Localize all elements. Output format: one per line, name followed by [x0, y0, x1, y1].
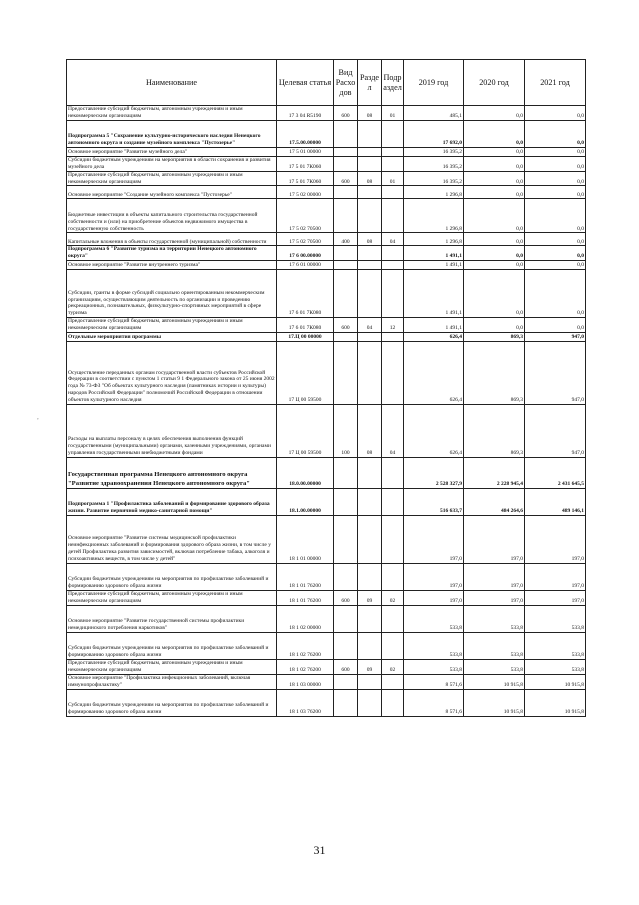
row-value-2019: 197,0 [404, 591, 464, 606]
row-value-2021: 0,0 [525, 106, 586, 121]
row-value-2019: 17 692,0 [404, 120, 464, 147]
row-value-2020: 484 264,6 [464, 489, 525, 516]
budget-table-sheet [66, 59, 585, 717]
row-value-2020: 0,0 [464, 156, 525, 171]
row-value-2021: 2 431 645,5 [525, 458, 586, 489]
row-subsection: 02 [382, 591, 404, 606]
row-expense-type [334, 199, 358, 233]
row-value-2019: 16 395,2 [404, 156, 464, 171]
row-expense-type [334, 333, 358, 342]
table-row [67, 246, 586, 261]
row-name: Субсидии бюджетным учреждениям на мероприятия по профилактике заболеваний и формированию здорового образа жизни [67, 564, 277, 591]
row-section [358, 489, 382, 516]
row-expense-type [334, 342, 358, 405]
row-target-article: 18.1.00.00000 [277, 489, 334, 516]
row-name: Расходы на выплаты персоналу в целях обеспечения выполнения функций государственными (муниципальными) органами, казенными учреждениями, органами управления государственными внебюджетными фондами [67, 405, 277, 458]
row-target-article: 17 6 01 7К080 [277, 318, 334, 333]
row-section [358, 246, 382, 261]
row-name: Предоставление субсидий бюджетным, автономным учреждениям и иным некоммерческим организациям [67, 659, 277, 674]
row-name: Бюджетные инвестиции в объекты капитального строительства государственной собственности и (или) на приобретение объектов недвижимого имущества в государственную собственность [67, 199, 277, 233]
row-value-2019: 533,8 [404, 632, 464, 659]
row-section: 04 [358, 318, 382, 333]
row-value-2020: 0,0 [464, 233, 525, 246]
row-subsection: 04 [382, 233, 404, 246]
row-subsection: 12 [382, 318, 404, 333]
row-expense-type [334, 270, 358, 318]
row-target-article: 17 5 01 7К060 [277, 156, 334, 171]
row-value-2021: 0,0 [525, 186, 586, 199]
row-section [358, 270, 382, 318]
row-section [358, 261, 382, 270]
row-target-article: 17 Ц 00 59500 [277, 342, 334, 405]
table-row [67, 233, 586, 246]
row-value-2021: 947,0 [525, 405, 586, 458]
row-subsection [382, 186, 404, 199]
row-value-2020: 10 915,8 [464, 689, 525, 716]
row-subsection [382, 120, 404, 147]
row-section [358, 156, 382, 171]
row-section [358, 120, 382, 147]
row-value-2019: 197,0 [404, 516, 464, 564]
table-row [67, 489, 586, 516]
row-subsection [382, 333, 404, 342]
row-target-article: 17.5.00.00000 [277, 120, 334, 147]
row-name: Капитальные вложения в объекты государственной (муниципальной) собственности [67, 233, 277, 246]
row-value-2019: 1 491,1 [404, 270, 464, 318]
row-target-article: 18 1 03 00000 [277, 674, 334, 689]
row-subsection [382, 246, 404, 261]
row-value-2019: 1 296,8 [404, 233, 464, 246]
row-target-article: 17 Ц 00 59500 [277, 405, 334, 458]
row-value-2020: 0,0 [464, 147, 525, 156]
table-row [67, 186, 586, 199]
row-target-article: 18 1 02 00000 [277, 605, 334, 632]
table-body [67, 106, 586, 717]
header-expense-type: Вид Расхо дов [334, 60, 358, 106]
row-expense-type [334, 489, 358, 516]
row-value-2019: 1 296,8 [404, 186, 464, 199]
row-target-article: 17 3 04 R5190 [277, 106, 334, 121]
row-name: Основное мероприятие "Создание музейного комплекса "Пустозерье" [67, 186, 277, 199]
row-expense-type [334, 516, 358, 564]
row-subsection [382, 489, 404, 516]
row-value-2021: 533,8 [525, 659, 586, 674]
row-value-2019: 197,0 [404, 564, 464, 591]
table-row [67, 605, 586, 632]
row-section [358, 516, 382, 564]
row-name: Отдельные мероприятия программы [67, 333, 277, 342]
row-value-2019: 8 571,6 [404, 674, 464, 689]
row-section [358, 564, 382, 591]
row-name: Подпрограмма 5 "Сохранение культурно-исторического наследия Ненецкого автономного округа и создание музейного комплекса "Пустозерье" [67, 120, 277, 147]
row-target-article: 17 6 00.00000 [277, 246, 334, 261]
row-value-2019: 1 491,1 [404, 246, 464, 261]
row-value-2021: 0,0 [525, 120, 586, 147]
row-value-2020: 10 915,8 [464, 674, 525, 689]
row-section: 09 [358, 591, 382, 606]
row-value-2020: 0,0 [464, 318, 525, 333]
table-row [67, 106, 586, 121]
row-expense-type: 400 [334, 233, 358, 246]
row-name: Основное мероприятие "Развитие внутреннего туризма" [67, 261, 277, 270]
row-expense-type [334, 156, 358, 171]
row-value-2019: 626,4 [404, 342, 464, 405]
table-row [67, 564, 586, 591]
row-target-article: 17 5 01 7К060 [277, 171, 334, 186]
row-value-2020: 869,3 [464, 333, 525, 342]
row-expense-type [334, 689, 358, 716]
row-value-2019: 16 395,2 [404, 171, 464, 186]
table-row [67, 318, 586, 333]
page-number: 31 [313, 843, 326, 857]
row-subsection [382, 605, 404, 632]
row-target-article: 17 5 02 00000 [277, 186, 334, 199]
row-target-article: 17.Ц 00 00000 [277, 333, 334, 342]
row-expense-type [334, 120, 358, 147]
row-value-2021: 10 915,8 [525, 689, 586, 716]
row-expense-type [334, 246, 358, 261]
row-subsection [382, 342, 404, 405]
row-expense-type: 600 [334, 591, 358, 606]
row-target-article: 18 1 02 76200 [277, 659, 334, 674]
row-value-2020: 197,0 [464, 564, 525, 591]
row-value-2020: 869,3 [464, 342, 525, 405]
row-name: Осуществление переданных органам государственной власти субъектов Российской Федерации в соответствии с пунктом 1 статьи 9 1 Федерального закона от 25 июня 2002 года № 73-ФЗ "Об объектах культурного наследия (памятниках истории и культуры) народов Российской Федерации" полномочий Российской Федерации в отношении объектов культурного наследия [67, 342, 277, 405]
row-subsection: 04 [382, 405, 404, 458]
row-value-2021: 533,8 [525, 632, 586, 659]
row-expense-type [334, 147, 358, 156]
table-row [67, 674, 586, 689]
row-subsection [382, 199, 404, 233]
row-value-2020: 533,8 [464, 632, 525, 659]
header-year-2019: 2019 год [404, 60, 464, 106]
row-section: 08 [358, 233, 382, 246]
row-section [358, 674, 382, 689]
row-section [358, 632, 382, 659]
row-value-2021: 0,0 [525, 246, 586, 261]
row-value-2020: 533,8 [464, 659, 525, 674]
row-subsection [382, 261, 404, 270]
header-section: Разде л [358, 60, 382, 106]
row-value-2020: 2 228 945,4 [464, 458, 525, 489]
row-subsection [382, 458, 404, 489]
row-value-2020: 197,0 [464, 591, 525, 606]
row-value-2019: 626,4 [404, 333, 464, 342]
row-name: Государственная программа Ненецкого автономного округа "Развитие здравоохранения Ненецкого автономного округа" [67, 458, 277, 489]
row-target-article: 18 1 01 00000 [277, 516, 334, 564]
row-target-article: 18 1 03 76200 [277, 689, 334, 716]
header-year-2020: 2020 год [464, 60, 525, 106]
row-subsection [382, 632, 404, 659]
table-row [67, 171, 586, 186]
row-value-2021: 489 146,1 [525, 489, 586, 516]
row-expense-type [334, 458, 358, 489]
budget-table [66, 59, 586, 717]
margin-mark: , [37, 413, 39, 421]
row-subsection [382, 270, 404, 318]
row-target-article: 17 5 02 70500 [277, 233, 334, 246]
row-value-2020: 0,0 [464, 270, 525, 318]
table-row [67, 632, 586, 659]
row-subsection [382, 564, 404, 591]
table-row [67, 342, 586, 405]
row-value-2021: 533,8 [525, 605, 586, 632]
row-value-2021: 0,0 [525, 261, 586, 270]
row-value-2019: 626,4 [404, 405, 464, 458]
row-name: Основное мероприятие "Профилактика инфекционных заболеваний, включая иммунопрофилактику" [67, 674, 277, 689]
row-value-2020: 0,0 [464, 261, 525, 270]
row-target-article: 18.0.00.00000 [277, 458, 334, 489]
row-expense-type [334, 564, 358, 591]
row-value-2021: 197,0 [525, 516, 586, 564]
row-expense-type [334, 186, 358, 199]
row-section [358, 458, 382, 489]
row-subsection [382, 689, 404, 716]
row-value-2021: 0,0 [525, 147, 586, 156]
row-subsection: 02 [382, 659, 404, 674]
row-name: Основное мероприятие "Развитие государственной системы профилактики немедицинского потребления наркотиков" [67, 605, 277, 632]
row-section [358, 342, 382, 405]
table-row [67, 591, 586, 606]
header-year-2021: 2021 год [525, 60, 586, 106]
row-expense-type [334, 632, 358, 659]
row-value-2019: 1 296,8 [404, 199, 464, 233]
table-row [67, 333, 586, 342]
row-expense-type: 600 [334, 318, 358, 333]
row-value-2021: 947,0 [525, 342, 586, 405]
header-name: Наименование [67, 60, 277, 106]
row-target-article: 17 5 02 70500 [277, 199, 334, 233]
row-target-article: 18 1 01 76200 [277, 564, 334, 591]
header-target-article: Целевая статья [277, 60, 334, 106]
row-target-article: 18 1 01 76200 [277, 591, 334, 606]
row-section [358, 333, 382, 342]
row-name: Субсидии бюджетным учреждениям на мероприятия в области сохранения и развития музейного дела [67, 156, 277, 171]
row-value-2020: 0,0 [464, 120, 525, 147]
row-expense-type: 600 [334, 659, 358, 674]
row-value-2020: 0,0 [464, 186, 525, 199]
row-expense-type: 100 [334, 405, 358, 458]
row-value-2019: 8 571,6 [404, 689, 464, 716]
row-expense-type [334, 261, 358, 270]
row-name: Основное мероприятие "Развитие системы медицинской профилактики неинфекционных заболеваний и формирования здорового образа жизни, в том числе у детей Профилактика развития зависимостей, включая потребление табака, алкоголя и психоактивных веществ, в том числе у детей" [67, 516, 277, 564]
row-target-article: 17 6 01 7К080 [277, 270, 334, 318]
row-value-2021: 0,0 [525, 270, 586, 318]
row-name: Субсидии, гранты в форме субсидий социально ориентированным некоммерческим организациям, осуществляющим деятельность по организации и проведению рекреационных, познавательных, физкультурно-спортивных мероприятий в сфере туризма [67, 270, 277, 318]
table-row [67, 261, 586, 270]
row-value-2019: 533,8 [404, 605, 464, 632]
table-row [67, 147, 586, 156]
row-expense-type: 600 [334, 171, 358, 186]
row-value-2019: 16 395,2 [404, 147, 464, 156]
row-name: Предоставление субсидий бюджетным, автономным учреждениям и иным некоммерческим организациям [67, 106, 277, 121]
row-value-2021: 10 915,8 [525, 674, 586, 689]
row-name: Субсидии бюджетным учреждениям на мероприятия по профилактике заболеваний и формированию здорового образа жизни [67, 689, 277, 716]
row-subsection [382, 156, 404, 171]
row-subsection: 01 [382, 171, 404, 186]
row-value-2021: 0,0 [525, 318, 586, 333]
row-value-2020: 197,0 [464, 516, 525, 564]
row-expense-type [334, 605, 358, 632]
row-value-2021: 0,0 [525, 156, 586, 171]
header-subsection: Подр аздел [382, 60, 404, 106]
table-row [67, 659, 586, 674]
row-subsection [382, 147, 404, 156]
table-row [67, 689, 586, 716]
row-value-2021: 197,0 [525, 591, 586, 606]
row-value-2019: 516 633,7 [404, 489, 464, 516]
table-row [67, 156, 586, 171]
row-section: 09 [358, 659, 382, 674]
row-name: Подпрограмма 1 "Профилактика заболеваний и формирование здорового образа жизни. Развитие первичной медико-санитарной помощи" [67, 489, 277, 516]
row-value-2020: 0,0 [464, 246, 525, 261]
row-value-2019: 485,1 [404, 106, 464, 121]
row-name: Предоставление субсидий бюджетным, автономным учреждениям и иным некоммерческим организациям [67, 318, 277, 333]
row-target-article: 18 1 02 76200 [277, 632, 334, 659]
row-value-2019: 1 491,1 [404, 318, 464, 333]
row-section [358, 199, 382, 233]
row-section [358, 186, 382, 199]
row-subsection [382, 516, 404, 564]
row-section: 08 [358, 405, 382, 458]
row-value-2021: 0,0 [525, 233, 586, 246]
row-value-2021: 0,0 [525, 171, 586, 186]
row-value-2019: 2 528 327,9 [404, 458, 464, 489]
row-name: Подпрограмма 6 "Развитие туризма на территории Ненецкого автономного округа" [67, 246, 277, 261]
row-target-article: 17 6 01 00000 [277, 261, 334, 270]
table-header-row [67, 60, 586, 106]
row-value-2020: 533,8 [464, 605, 525, 632]
row-name: Предоставление субсидий бюджетным, автономным учреждениям и иным некоммерческим организациям [67, 171, 277, 186]
row-value-2020: 0,0 [464, 171, 525, 186]
table-row [67, 516, 586, 564]
row-value-2020: 0,0 [464, 199, 525, 233]
row-name: Предоставление субсидий бюджетным, автономным учреждениям и иным некоммерческим организациям [67, 591, 277, 606]
row-subsection: 01 [382, 106, 404, 121]
row-value-2021: 0,0 [525, 199, 586, 233]
row-section [358, 689, 382, 716]
row-expense-type: 600 [334, 106, 358, 121]
row-subsection [382, 674, 404, 689]
row-section [358, 147, 382, 156]
table-row [67, 120, 586, 147]
table-row [67, 270, 586, 318]
row-section: 08 [358, 106, 382, 121]
row-name: Субсидии бюджетным учреждениям на мероприятия по профилактике заболеваний и формированию здорового образа жизни [67, 632, 277, 659]
row-value-2021: 947,0 [525, 333, 586, 342]
table-row [67, 405, 586, 458]
row-section [358, 605, 382, 632]
row-value-2019: 533,8 [404, 659, 464, 674]
table-row [67, 458, 586, 489]
row-name: Основное мероприятие "Развитие музейного дела" [67, 147, 277, 156]
row-expense-type [334, 674, 358, 689]
row-value-2019: 1 491,1 [404, 261, 464, 270]
table-row [67, 199, 586, 233]
row-target-article: 17 5 01 00000 [277, 147, 334, 156]
row-value-2020: 869,3 [464, 405, 525, 458]
row-value-2020: 0,0 [464, 106, 525, 121]
row-value-2021: 197,0 [525, 564, 586, 591]
row-section: 08 [358, 171, 382, 186]
